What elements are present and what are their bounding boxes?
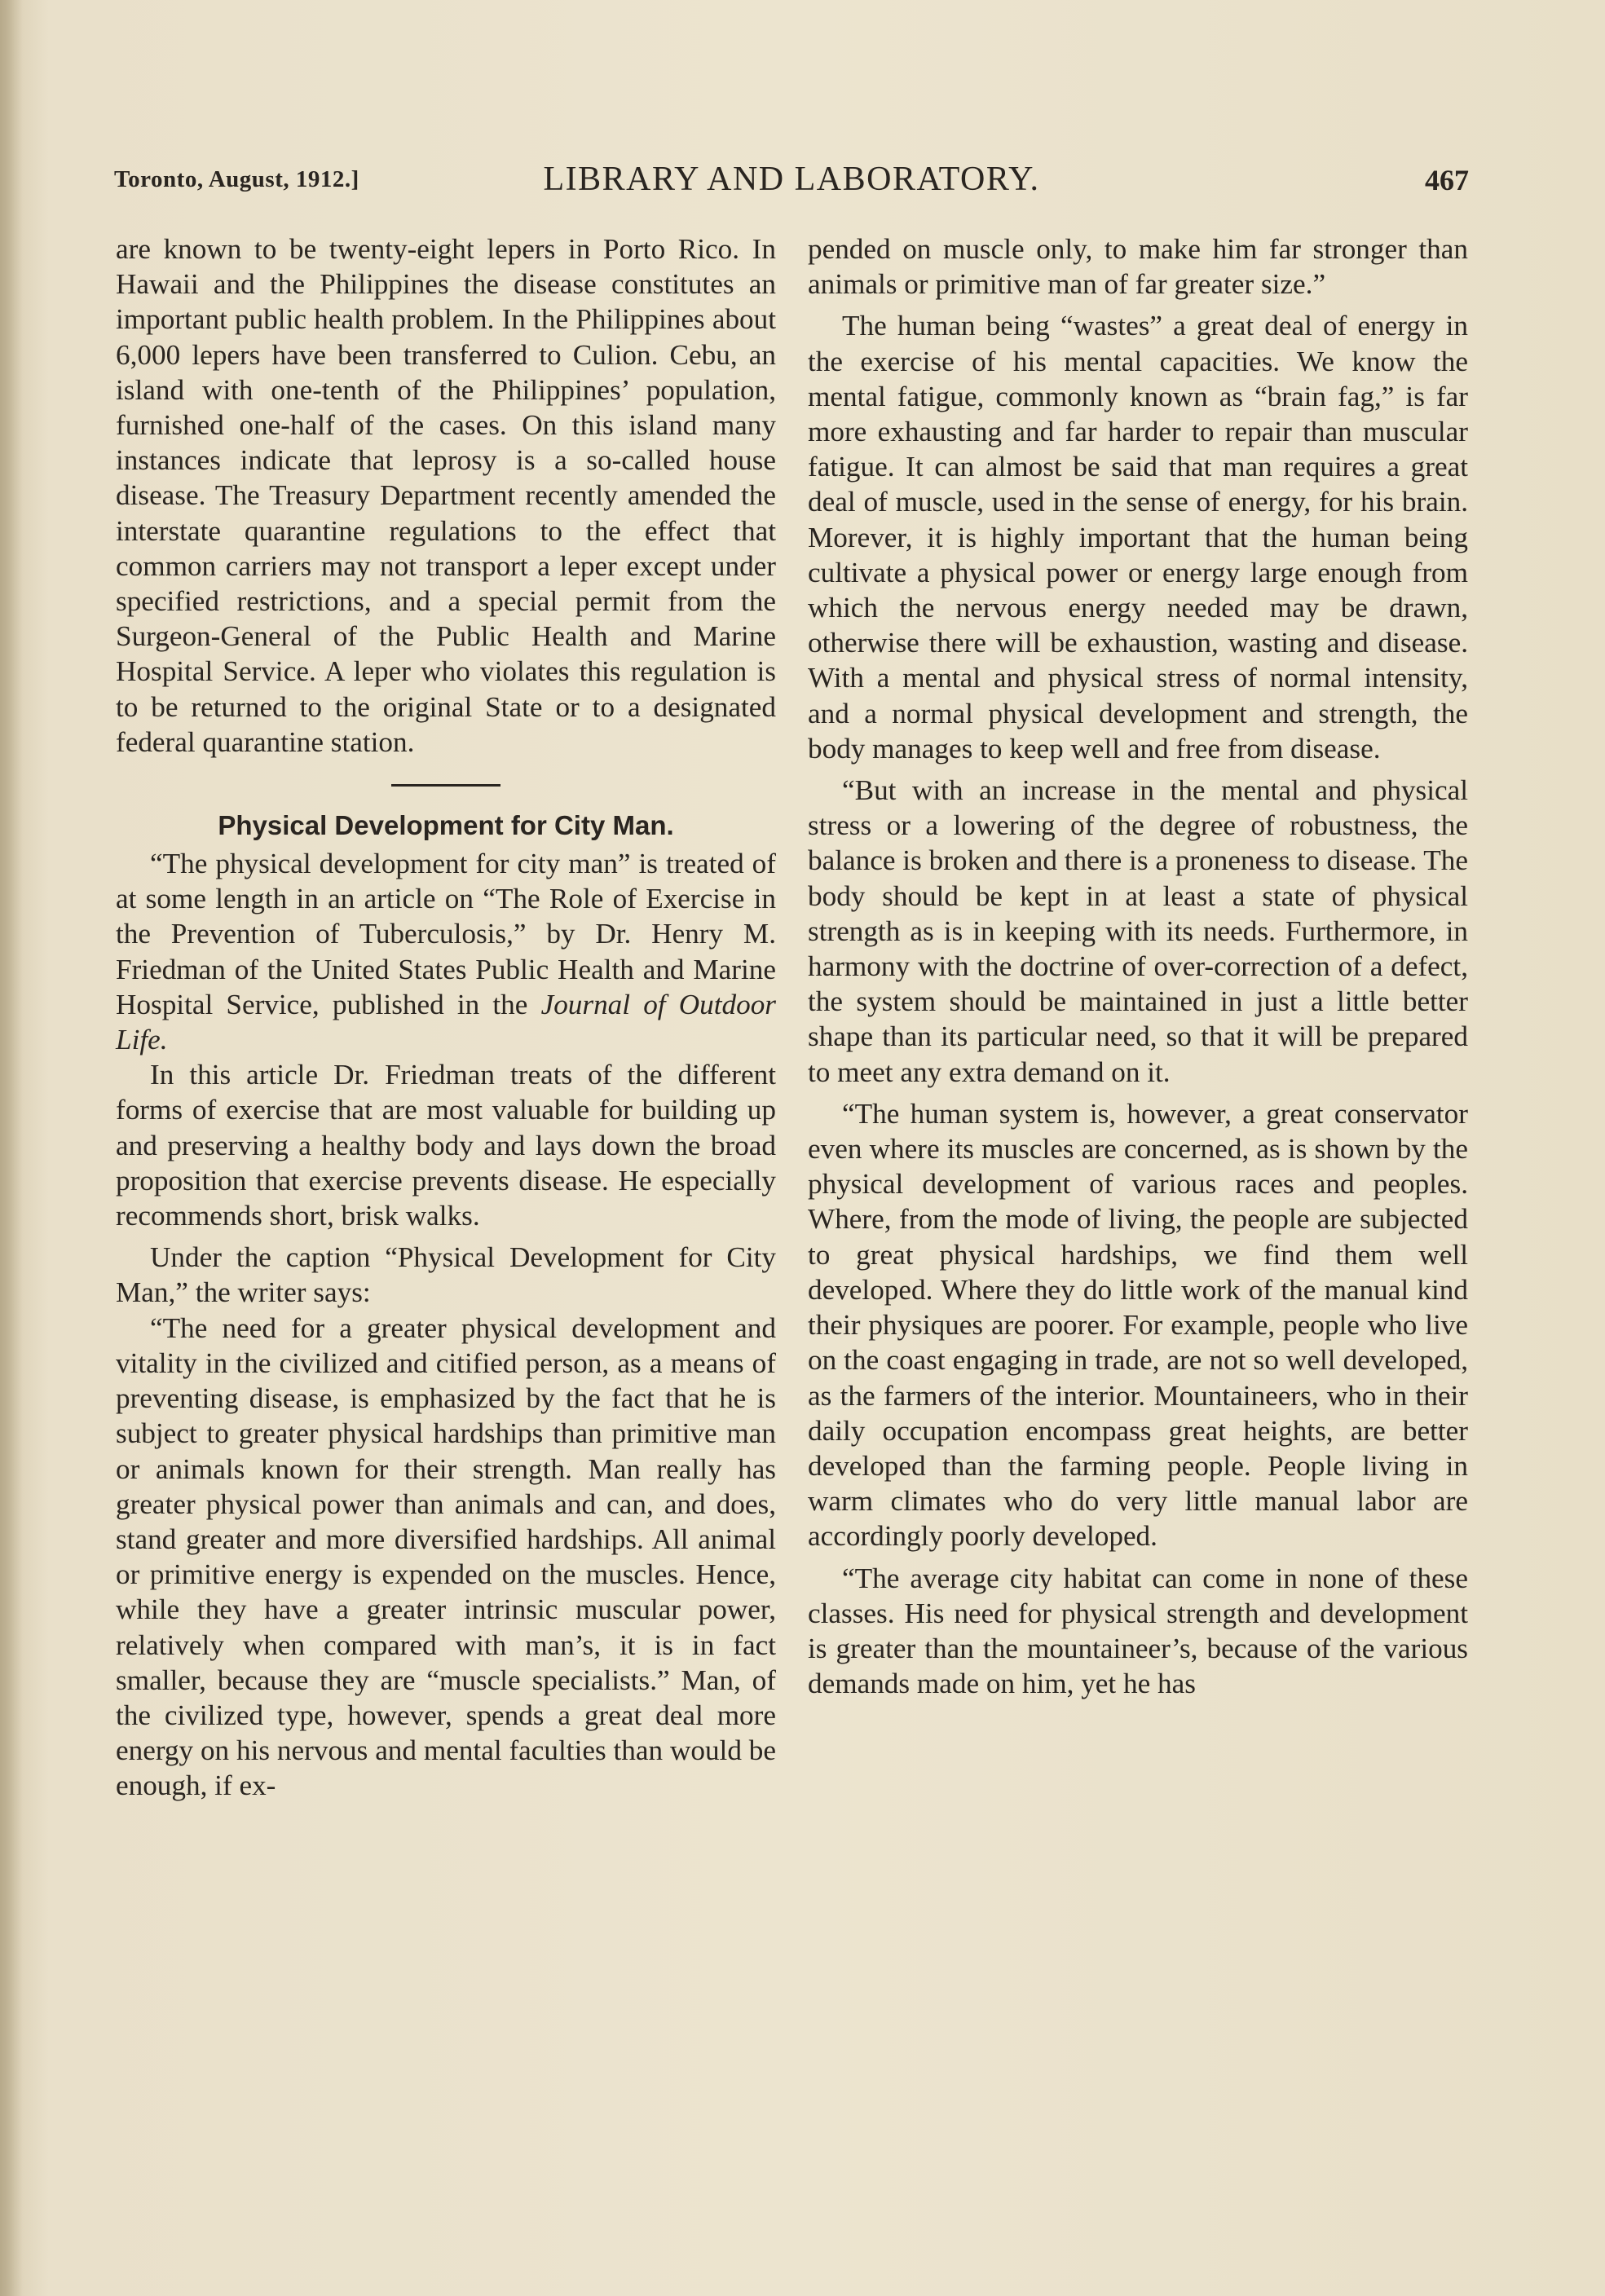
paragraph-wastes: The human being “wastes” a great deal of energy in the exercise of his mental capacities. We know the mental fatigue, commonly known as “brain fag,” is far more exhausting and far harder to repair than muscular fatigue. It can almost be said that man requires a great deal of muscle, used in the sense of energy, for his brain. Morever, it is highly important that the human being cultivate a physical power or energy large enough from which the nervous energy needed may be drawn, otherwise there will be exhaustion, wasting and disease. With a mental and physical stress of normal intensity, and a normal physical development and strength, the body manages to keep well and free from disease. (808, 310, 1468, 765)
running-header (114, 160, 1469, 197)
section-divider (391, 784, 500, 787)
paragraph-lepers: are known to be twenty-eight lepers in Porto Rico. In Hawaii and the Philippines the disease constitutes an important public health problem. In the Philippines about 6,000 lepers have been transferred to Culion. Cebu, an island with one-tenth of the Philippines’ population, furnished one-half of the cases. On this island many instances indicate that leprosy is a so-called house disease. The Treasury Department recently amended the interstate quarantine regulations to the effect that common carriers may not transport a leper except under specified restrictions, and a special permit from the Surgeon-General of the Public Health and Marine Hospital Service. A leper who violates this regulation is to be returned to the original State or to a designated federal quarantine station. (116, 233, 776, 758)
header-date: Toronto, August, 1912.] (114, 166, 359, 192)
paragraph-intro (116, 846, 776, 1057)
running-title: LIBRARY AND LABORATORY. (543, 161, 1040, 198)
paragraph-conservator: “The human system is, however, a great conservator even where its muscles are concerned, as is shown by the physical development of various races and peoples. Where, from the mode of living, the people are subjected to great physical hardships, we find them well developed. Where they do little work of the manual kind their physiques are poorer. For example, people who live on the coast engaging in trade, are not so well developed, as the farmers of the interior. Mountaineers, who in their daily occupation encompass great heights, are better developed than the farming people. People living in warm climates who do very little manual labor are accordingly poorly developed. (808, 1097, 1468, 1553)
paragraph-intro-text: “The physical development for city man” is treated of at some length in an article on “The Role of Exercise in the Prevention of Tuberculosis,” by Dr. Henry M. Friedman of the United States Public Health and Marine Hospital Service, published in the (116, 848, 776, 1020)
paragraph-stress: “But with an increase in the mental and physical stress or a lowering of the degree of robustness, the balance is broken and there is a proneness to disease. The body should be kept in at least a state of physical strength as is in keeping with its needs. Furthermore, in harmony with the doctrine of over-correction of a defect, the system should be maintained in just a little better shape than its particular need, so that it will be prepared to meet any extra demand on it. (808, 774, 1468, 1088)
paragraph-friedman: In this article Dr. Friedman treats of the different forms of exercise that are most valuable for building up and preserving a healthy body and lays down the broad proposition that exercise prevents disease. He especially recommends short, brisk walks. (116, 1059, 776, 1232)
right-column (808, 231, 1468, 1701)
paragraph-continued: pended on muscle only, to make him far stronger than animals or primitive man of far greater size.” (808, 233, 1468, 301)
paragraph-quote-need: “The need for a greater physical development and vitality in the civilized and citified person, as a means of preventing disease, is emphasized by the fact that he is subject to greater physical hardships than primitive man or animals known for their strength. Man really has greater physical power than animals and can, and does, stand greater and more diversified hardships. All animal or primitive energy is expended on the muscles. Hence, while they have a greater intrinsic muscular power, relatively when compared with man’s, it is in fact smaller, because they are “muscle specialists.” Man, of the civilized type, however, spends a great deal more energy on his nervous and mental faculties than would be enough, if ex- (116, 1311, 776, 1802)
page-number: 467 (1425, 164, 1469, 196)
journal-title: Journal of Outdoor Life. (116, 988, 776, 1056)
binding-gutter (0, 0, 23, 2296)
left-column (116, 231, 776, 1804)
paragraph-city-habitat: “The average city habitat can come in none of these classes. His need for physical strength and development is greater than the mountaineer’s, because of the various demands made on him, yet he has (808, 1562, 1468, 1700)
section-title: Physical Development for City Man. (218, 810, 674, 841)
paragraph-caption: Under the caption “Physical Development for City Man,” the writer says: (116, 1241, 776, 1309)
